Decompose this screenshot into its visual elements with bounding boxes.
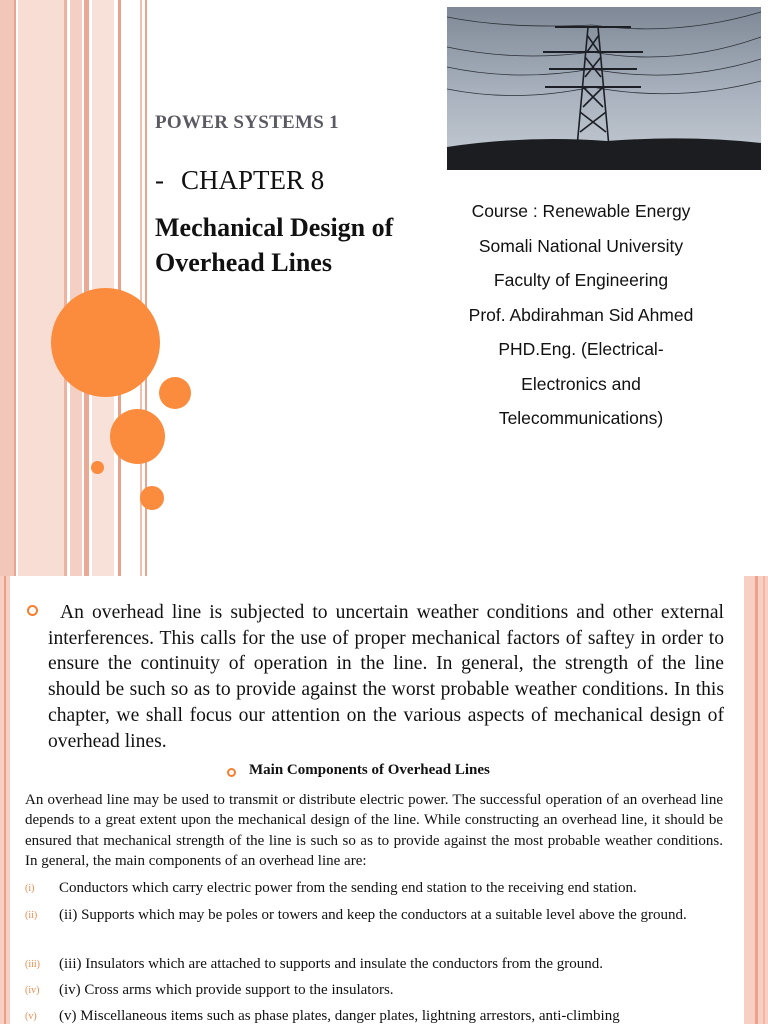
course-line: Electronics and [521, 373, 641, 394]
list-item-number: (iii) [25, 959, 40, 970]
decor-stripe [755, 576, 758, 1024]
decor-stripe [14, 0, 16, 576]
course-line: Somali National University [478, 235, 684, 256]
list-item-text: (iii) Insulators which are attached to supports and insulate the conductors from the ground. [59, 956, 604, 972]
chapter-dash: - [155, 165, 164, 195]
decor-stripe [4, 576, 6, 1024]
list-item-number: (i) [25, 883, 35, 894]
chapter-heading [155, 165, 324, 196]
bullet-ring-icon [227, 768, 236, 777]
decor-stripe [70, 0, 82, 576]
decor-circle [110, 409, 165, 464]
list-item-number: (ii) [25, 910, 38, 921]
title-line: Overhead Lines [155, 248, 332, 277]
course-line: Prof. Abdirahman Sid Ahmed [468, 304, 694, 325]
decor-circle [51, 288, 160, 397]
decor-stripe [84, 0, 89, 576]
decor-stripe [18, 0, 64, 576]
decor-circle [159, 377, 191, 409]
intro-text: An overhead line is subjected to uncertain weather conditions and other external interferences. This calls for the use of proper mechanical factors of saftey in order to ensure the continuity of operation in the line. In general, the strength of the line should be such so as to provide against the worst probable weather conditions. In this chapter, we shall focus our attention on the various aspects of mechanical design of overhead lines. [48, 602, 724, 752]
list-item-text: (ii) Supports which may be poles or towers and keep the conductors at a suitable level above the ground. [59, 907, 687, 923]
list-item-number: (v) [25, 1011, 37, 1022]
decor-stripe [118, 0, 121, 576]
decor-circle [140, 486, 164, 510]
tower-illustration [447, 7, 761, 170]
list-item-text: Conductors which carry electric power from the sending end station to the receiving end station. [59, 880, 637, 896]
list-item-number: (iv) [25, 985, 40, 996]
slide-title [155, 210, 445, 280]
decor-circle [91, 461, 104, 474]
bullet-ring-icon [27, 605, 38, 616]
course-line: PHD.Eng. (Electrical- [498, 339, 664, 359]
decor-stripe [763, 576, 765, 1024]
body-paragraph: An overhead line may be used to transmit or distribute electric power. The successful operation of an overhead line depends to a great extent upon the mechanical design of the line. While constructing an overhead line, it should be ensured that mechanical strength of the line is such so as to provide against the most probable weather conditions. In general, the main components of an overhead line are: [25, 792, 723, 869]
chapter-number: CHAPTER 8 [181, 165, 325, 195]
title-line: Mechanical Design of [155, 213, 394, 242]
list-item-text: (iv) Cross arms which provide support to the insulators. [59, 982, 394, 998]
course-line: Faculty of Engineering [493, 270, 669, 290]
content-slide [0, 576, 768, 1024]
transmission-tower-photo [447, 7, 761, 170]
section-heading: Main Components of Overhead Lines [249, 762, 490, 778]
course-kicker: POWER SYSTEMS 1 [155, 112, 339, 133]
course-line: Telecommunications) [498, 408, 664, 428]
intro-paragraph [48, 600, 724, 754]
list-item-text: (v) Miscellaneous items such as phase plates, danger plates, lightning arrestors, anti-climbing [59, 1008, 620, 1024]
course-info [447, 194, 715, 436]
course-line: Course : Renewable Energy [471, 201, 691, 221]
decor-stripe [0, 0, 14, 576]
decor-stripe [64, 0, 67, 576]
